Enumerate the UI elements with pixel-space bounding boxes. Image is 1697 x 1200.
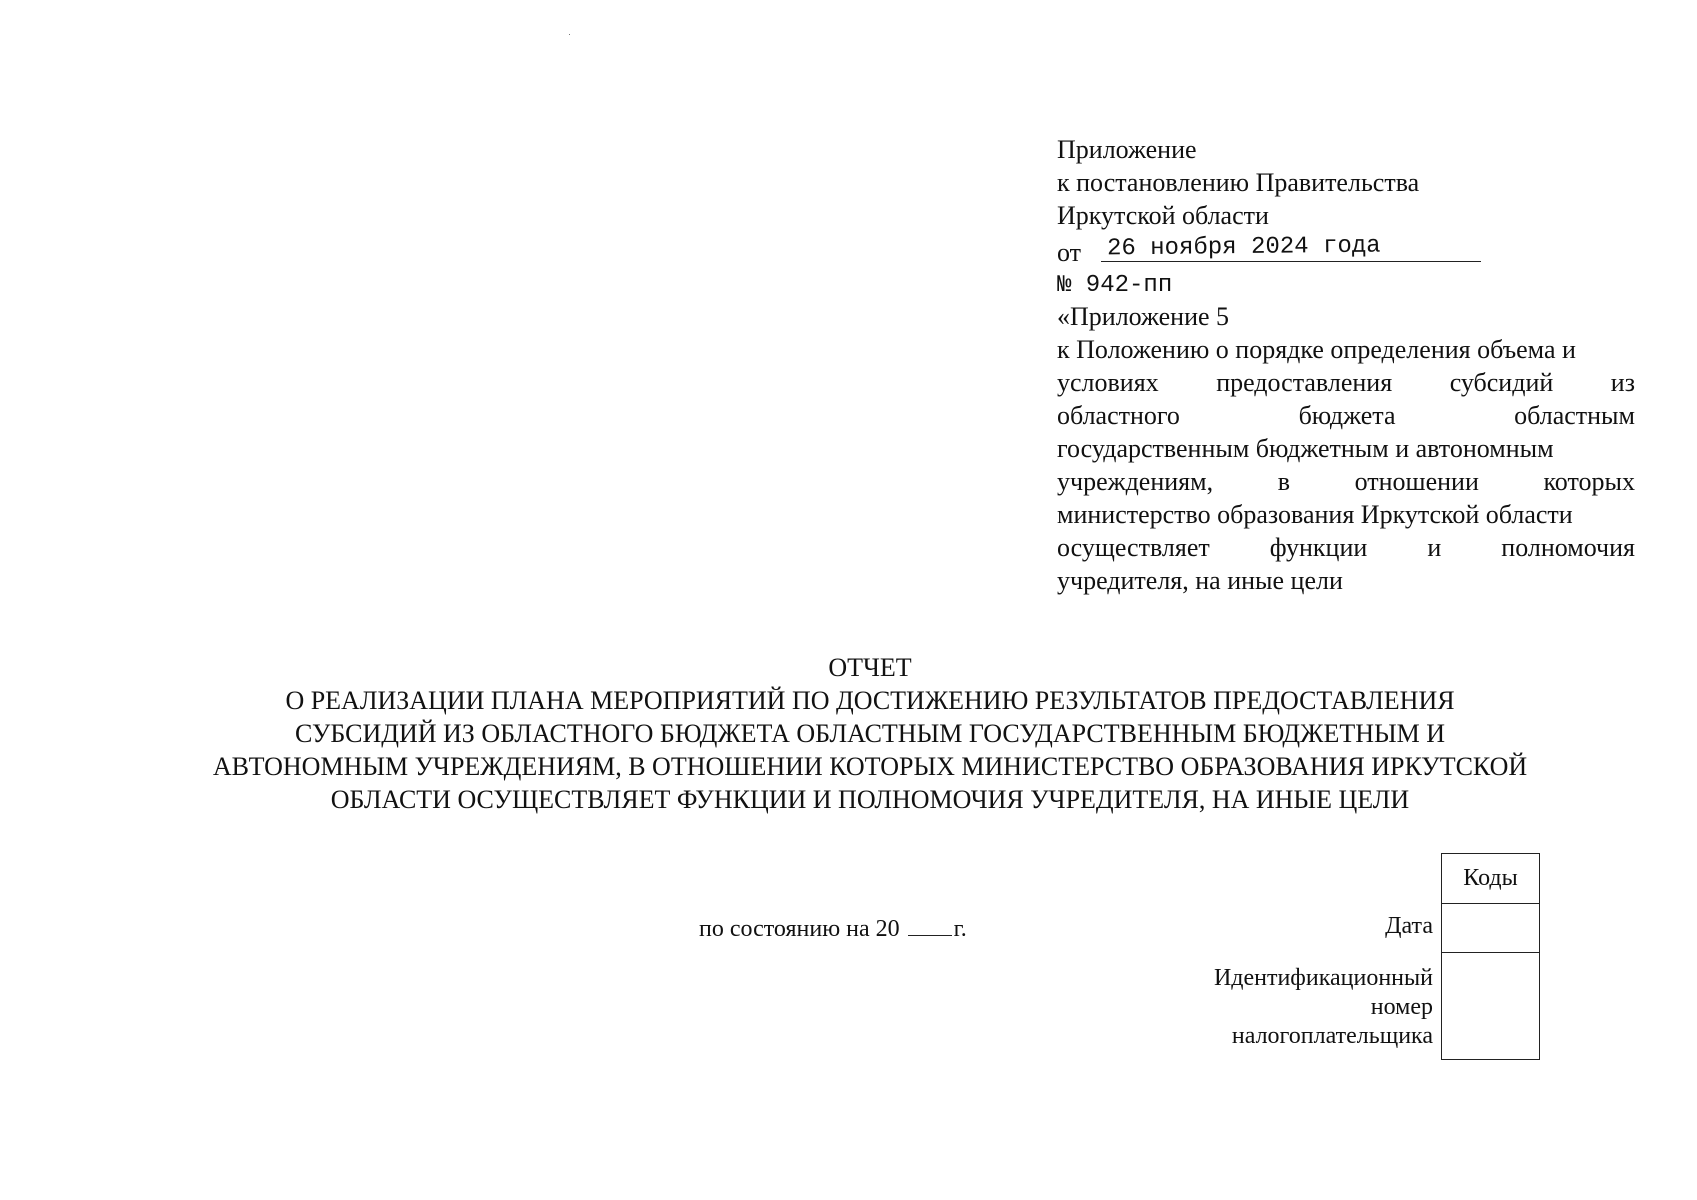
date-underline bbox=[1101, 261, 1481, 262]
codes-table bbox=[1441, 853, 1540, 1060]
title-line: ОТЧЕТ bbox=[828, 653, 912, 682]
annex-line: к Положению о порядке определения объема и bbox=[1057, 335, 1576, 364]
appendix-label: Приложение bbox=[1057, 135, 1197, 164]
as-of-prefix: по состоянию на 20 bbox=[699, 916, 900, 942]
title-line: СУБСИДИЙ ИЗ ОБЛАСТНОГО БЮДЖЕТА ОБЛАСТНЫМ ГОСУДАРСТВЕННЫМ БЮДЖЕТНЫМ И bbox=[294, 719, 1446, 748]
year-blank-field bbox=[908, 913, 952, 936]
inn-label-line: номер bbox=[1370, 994, 1433, 1020]
annex-description bbox=[1057, 333, 1635, 597]
title-line: ОБЛАСТИ ОСУЩЕСТВЛЯЕТ ФУНКЦИИ И ПОЛНОМОЧИЯ УЧРЕДИТЕЛЯ, НА ИНЫЕ ЦЕЛИ bbox=[330, 785, 1410, 814]
as-of-date-line bbox=[699, 913, 967, 943]
inn-label-line: Идентификационный bbox=[1213, 965, 1433, 991]
title-line: АВТОНОМНЫМ УЧРЕЖДЕНИЯМ, В ОТНОШЕНИИ КОТОРЫХ МИНИСТЕРСТВО ОБРАЗОВАНИЯ ИРКУТСКОЙ bbox=[212, 752, 1528, 781]
region-name: Иркутской области bbox=[1057, 201, 1269, 230]
inn-label-line: налогоплательщика bbox=[1231, 1023, 1433, 1049]
as-of-suffix: г. bbox=[953, 916, 967, 942]
resolution-reference: к постановлению Правительства bbox=[1057, 168, 1420, 197]
report-title bbox=[150, 651, 1590, 816]
annex-line: государственным бюджетным и автономным bbox=[1057, 434, 1554, 463]
annex-line: осуществляет функции и полномочия bbox=[1057, 533, 1635, 562]
scan-speck bbox=[569, 34, 570, 35]
annex-line: условиях предоставления субсидий из bbox=[1057, 368, 1635, 397]
resolution-date: 26 ноября 2024 года bbox=[1106, 232, 1381, 263]
codes-header: Коды bbox=[1442, 854, 1539, 904]
annex-line: учреждениям, в отношении которых bbox=[1057, 467, 1635, 496]
date-label: Дата bbox=[1385, 913, 1433, 939]
inn-label bbox=[1214, 964, 1433, 1051]
title-line: О РЕАЛИЗАЦИИ ПЛАНА МЕРОПРИЯТИЙ ПО ДОСТИЖЕНИЮ РЕЗУЛЬТАТОВ ПРЕДОСТАВЛЕНИЯ bbox=[285, 686, 1455, 715]
date-prefix: от bbox=[1057, 238, 1082, 267]
annex-title: «Приложение 5 bbox=[1057, 302, 1230, 331]
annex-line: областного бюджета областным bbox=[1057, 401, 1635, 430]
date-code-cell bbox=[1442, 904, 1539, 953]
resolution-number: № 942-пп bbox=[1057, 272, 1173, 299]
appendix-block bbox=[1057, 133, 1635, 597]
annex-line: министерство образования Иркутской области bbox=[1057, 500, 1573, 529]
inn-code-cell bbox=[1442, 953, 1539, 1058]
annex-line: учредителя, на иные цели bbox=[1057, 566, 1343, 595]
resolution-date-row bbox=[1057, 232, 1635, 265]
